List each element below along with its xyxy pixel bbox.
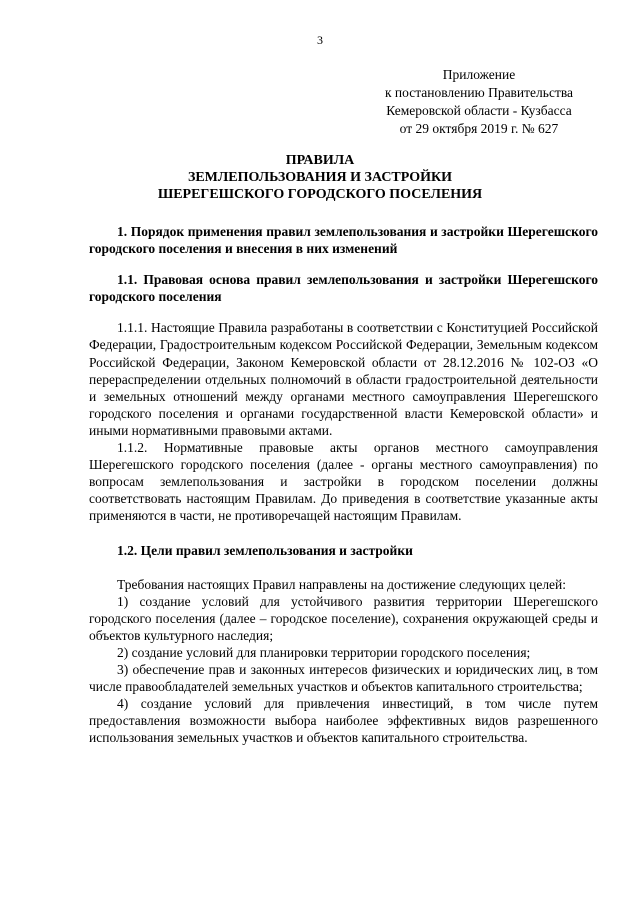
appendix-block	[360, 66, 598, 138]
appendix-line: Приложение	[442, 67, 516, 82]
paragraph: Требования настоящих Правил направлены на достижение следующих целей:	[117, 576, 567, 592]
appendix-line: Кемеровской области - Кузбасса	[386, 103, 572, 118]
paragraph: 1.1.1. Настоящие Правила разработаны в соответствии с Конституцией Российской Федерации, Градостроительным кодексом Российской Федерации, Земельным кодексом Российской Федерации, Законом Кемеровской области от 28.12.2016 № 102-ОЗ «О перераспределении отдельных полномочий в области градостроительной деятельности и земельных отношений между органами местного самоуправления Шерегешского городского поселения и органами государственной власти Кемеровской области» и иными нормативными правовыми актами.	[89, 320, 598, 438]
list-item: 4) создание условий для привлечения инвестиций, в том числе путем предоставления возможности выбора наиболее эффективных видов разрешенного использования земельных участков и объектов капитального строительства.	[89, 696, 598, 746]
title-line: ШЕРЕГЕШСКОГО ГОРОДСКОГО ПОСЕЛЕНИЯ	[157, 187, 483, 202]
list-item: 3) обеспечение прав и законных интересов физических и юридических лиц, в том числе правообладателей земельных участков и объектов капитального строительства;	[89, 662, 598, 695]
appendix-line: от 29 октября 2019 г. № 627	[399, 121, 559, 136]
paragraph: 1.1.2. Нормативные правовые акты органов местного самоуправления Шерегешского городского поселения (далее - органы местного самоуправления) по вопросам землепользования и застройки в городском поселении должны соответствовать настоящим Правилам. До приведения в соответствие указанные акты применяются в части, не противоречащей настоящим Правилам.	[89, 440, 598, 524]
title-line: ЗЕМЛЕПОЛЬЗОВАНИЯ И ЗАСТРОЙКИ	[187, 170, 453, 185]
subsection-heading: 1.2. Цели правил землепользования и застройки	[117, 542, 413, 558]
document-title	[80, 152, 560, 203]
section-heading: 1. Порядок применения правил землепользования и застройки Шерегешского городского поселения и внесения в них изменений	[89, 224, 598, 257]
list-item: 1) создание условий для устойчивого развития территории Шерегешского городского поселения (далее – городское поселение), сохранения окружающей среды и объектов культурного наследия;	[89, 593, 598, 643]
page-number: 3	[317, 33, 323, 47]
document-body	[89, 223, 598, 747]
list-item: 2) создание условий для планировки территории городского поселения;	[117, 644, 531, 660]
appendix-line: к постановлению Правительства	[384, 85, 574, 100]
title-line: ПРАВИЛА	[285, 153, 355, 168]
subsection-heading: 1.1. Правовая основа правил землепользования и застройки Шерегешского городского поселения	[89, 272, 598, 305]
